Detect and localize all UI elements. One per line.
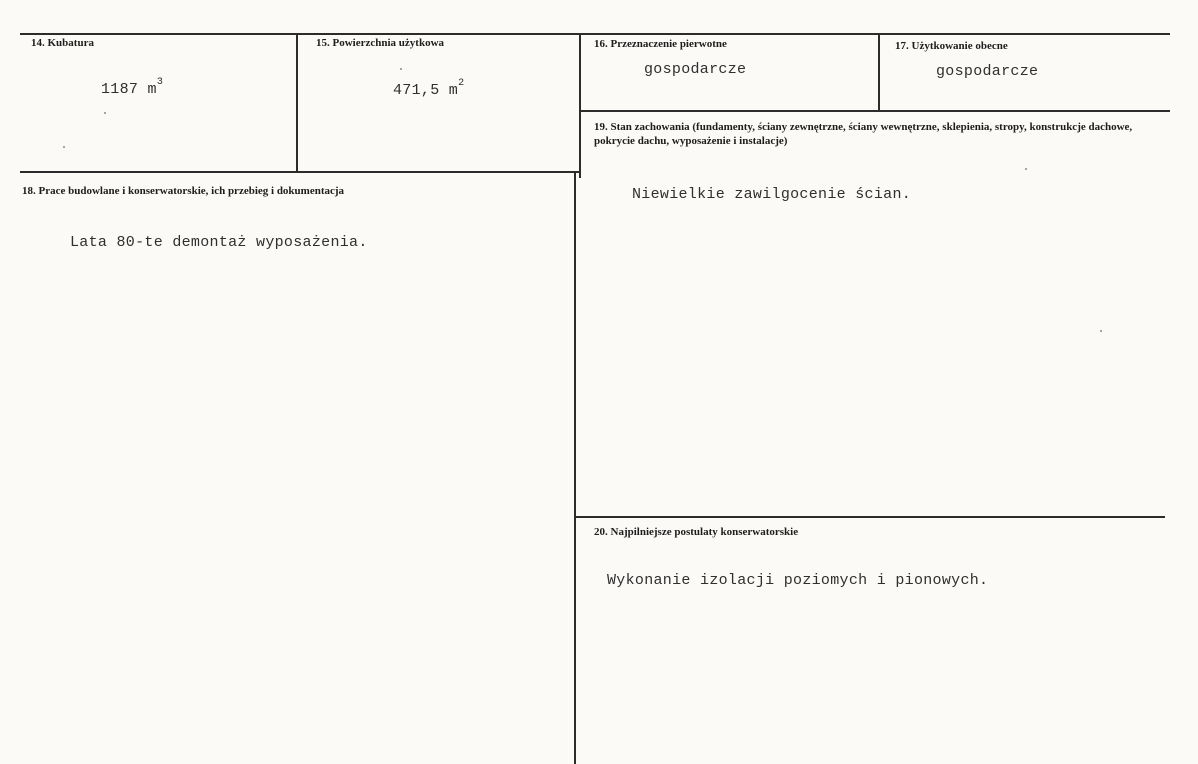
label-uzytkowanie: 17. Użytkowanie obecne xyxy=(895,40,1008,52)
divider-15-16 xyxy=(579,33,581,178)
paper-speck xyxy=(1025,168,1027,170)
powierzchnia-number: 471,5 m xyxy=(393,82,459,99)
value-stan-zachowania: Niewielkie zawilgocenie ścian. xyxy=(632,186,912,203)
label-kubatura: 14. Kubatura xyxy=(31,37,94,49)
top-rule xyxy=(20,33,1170,35)
value-powierzchnia xyxy=(393,78,465,99)
rule-above-20 xyxy=(575,516,1165,518)
label-stan-zachowania: 19. Stan zachowania (fundamenty, ściany zewnętrzne, ściany wewnętrzne, sklepienia, stropy, konstrukcje dachowe, pokrycie dachu, wyposażenie i instalacje) xyxy=(594,121,1133,147)
paper-speck xyxy=(104,112,106,114)
kubatura-number: 1187 m xyxy=(101,81,157,98)
value-uzytkowanie: gospodarcze xyxy=(936,63,1039,80)
value-kubatura xyxy=(101,77,164,98)
value-postulaty: Wykonanie izolacji poziomych i pionowych. xyxy=(607,572,989,589)
divider-14-15 xyxy=(296,33,298,173)
value-przeznaczenie: gospodarcze xyxy=(644,61,747,78)
kubatura-unit-exponent: 3 xyxy=(156,77,164,88)
label-postulaty: 20. Najpilniejsze postulaty konserwatorskie xyxy=(594,526,799,538)
label-powierzchnia: 15. Powierzchnia użytkowa xyxy=(316,37,445,49)
rule-under-14-15 xyxy=(20,171,580,173)
label-prace-budowlane: 18. Prace budowlane i konserwatorskie, ich przebieg i dokumentacja xyxy=(22,185,345,197)
rule-under-16-17 xyxy=(580,110,1170,112)
paper-speck xyxy=(1100,330,1102,332)
powierzchnia-unit-exponent: 2 xyxy=(458,78,465,89)
main-vertical-divider xyxy=(574,171,576,764)
value-prace-budowlane: Lata 80-te demontaż wyposażenia. xyxy=(70,234,368,251)
divider-16-17 xyxy=(878,33,880,111)
label-przeznaczenie: 16. Przeznaczenie pierwotne xyxy=(594,38,727,50)
paper-speck xyxy=(63,146,65,148)
paper-speck xyxy=(400,68,402,70)
